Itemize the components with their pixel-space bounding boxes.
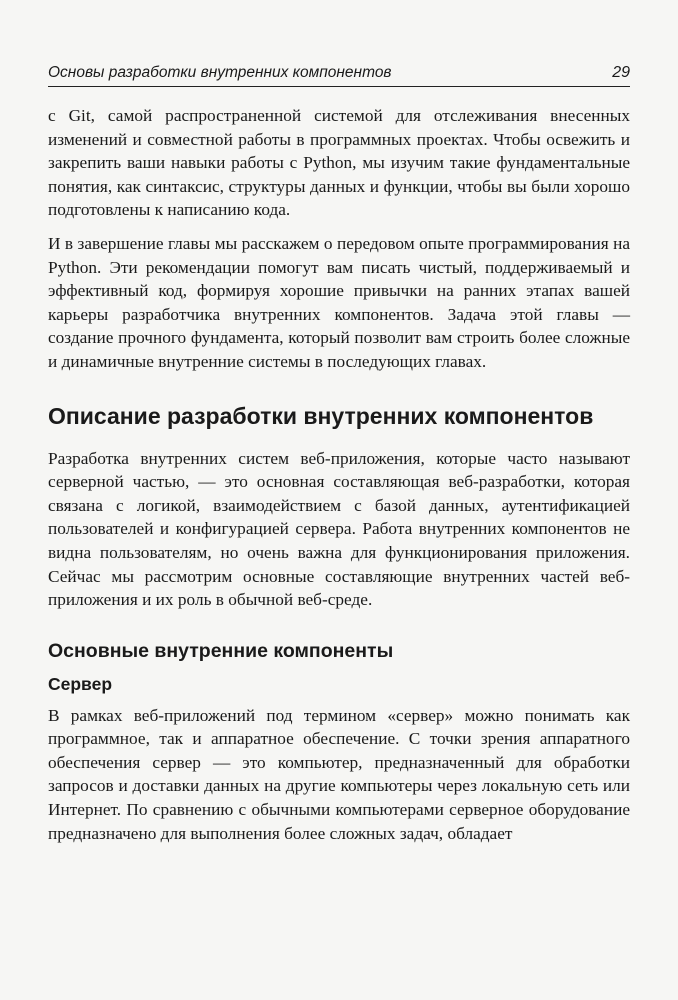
subsubsection-heading: Сервер [48, 673, 113, 694]
page-number: 29 [612, 64, 630, 81]
running-header [48, 60, 630, 87]
paragraph-intro-1: с Git, самой распространенной системой для отслеживания внесенных изменений и совместной работы в программных проектах. Чтобы освежить и закрепить ваши навыки работы с Python, мы изучим такие фундаментальные понятия, как синтаксис, структуры данных и функции, чтобы вы были хорошо подготовлены к написанию кода. [48, 106, 630, 220]
running-header-title: Основы разработки внутренних компонентов [48, 64, 392, 81]
section-heading: Описание разработки внутренних компонентов [48, 402, 594, 429]
paragraph-intro-2: И в завершение главы мы расскажем о передовом опыте программирования на Python. Эти рекомендации помогут вам писать чистый, поддерживаемый и эффективный код, формируя хорошие привычки на ранних этапах вашей карьеры разработчика внутренних компонентов. Задача этой главы — создание прочного фундамента, который позволит вам строить более сложные и динамичные внутренние системы в последующих главах. [48, 233, 630, 371]
page-body [48, 104, 630, 845]
subsection-heading: Основные внутренние компоненты [48, 639, 394, 662]
paragraph-section-1: Разработка внутренних систем веб-приложения, которые часто называют серверной частью, — это основная составляющая веб-разработки, которая связана с логикой, взаимодействием с базой данных, аутентификацией пользователей и конфигурацией сервера. Работа внутренних компонентов не видна пользователям, но очень важна для функционирования приложения. Сейчас мы рассмотрим основные составляющие внутренних частей веб-приложения и их роль в обычной веб-среде. [48, 448, 630, 610]
paragraph-server-1: В рамках веб-приложений под термином «сервер» можно понимать как программное, так и аппаратное обеспечение. С точки зрения аппаратного обеспечения сервер — это компьютер, предназначенный для обработки запросов и доставки данных на другие компьютеры через локальную сеть или Интернет. По сравнению с обычными компьютерами серверное оборудование предназначено для выполнения более сложных задач, обладает [48, 705, 630, 843]
